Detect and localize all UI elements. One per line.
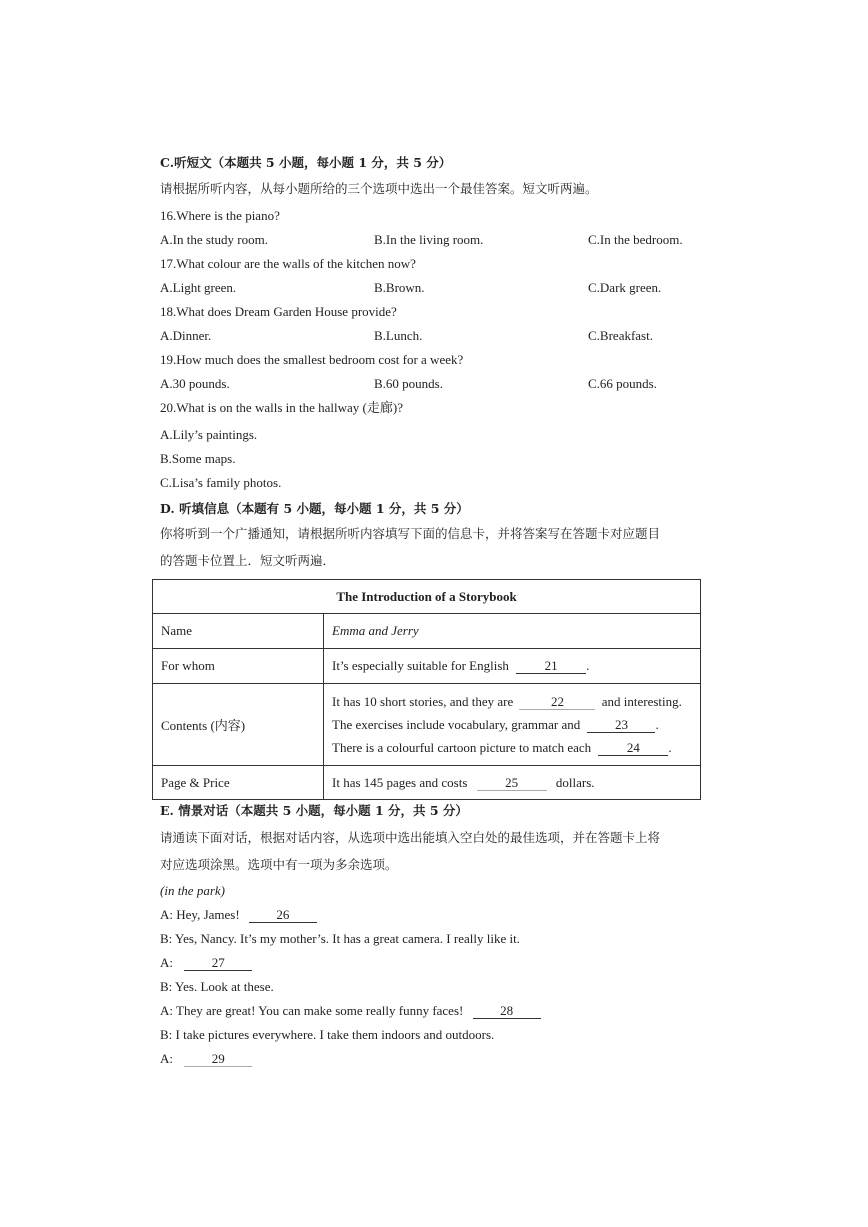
- price-text: It has 145 pages and costs: [332, 774, 468, 790]
- section-c-instruction: 请根据所听内容，从每小题所给的三个选项中选出一个最佳答案。短文听两遍。: [160, 181, 598, 196]
- dialogue-7-text: A:: [160, 1051, 173, 1066]
- blank-23: 23: [587, 717, 655, 733]
- contents-line-2: [332, 713, 692, 736]
- whom-text: It’s especially suitable for English: [332, 658, 509, 673]
- contents-3-end: .: [668, 740, 672, 755]
- question-19: 19.How much does the smallest bedroom cost for a week?: [160, 352, 464, 367]
- whom-end: .: [586, 658, 590, 673]
- dialogue-setting: (in the park): [160, 883, 225, 898]
- whom-cell: [324, 649, 701, 684]
- contents-2-end: .: [655, 717, 659, 732]
- price-cell: [324, 766, 701, 800]
- contents-1-text: It has 10 short stories, and they are: [332, 694, 514, 709]
- section-d-instruction-2: 的答题卡位置上．短文听两遍．: [160, 553, 336, 568]
- option-16-c: C.In the bedroom.: [588, 232, 683, 247]
- option-19-b: B.60 pounds.: [374, 376, 443, 391]
- question-16: 16.Where is the piano?: [160, 208, 280, 223]
- whom-label: For whom: [153, 649, 324, 684]
- dialogue-line-7: [160, 1050, 252, 1068]
- option-17-a: A.Light green.: [160, 280, 237, 295]
- option-18-a: A.Dinner.: [160, 328, 212, 343]
- dialogue-line-2: B: Yes, Nancy. It’s my mother’s. It has a great camera. I really like it.: [160, 931, 520, 946]
- question-20: 20.What is on the walls in the hallway (走廊)?: [160, 400, 403, 415]
- section-d-instruction-1: 你将听到一个广播通知，请根据所听内容填写下面的信息卡，并将答案写在答题卡对应题目: [160, 526, 661, 541]
- blank-29: 29: [184, 1051, 252, 1067]
- contents-1-end: and interesting.: [601, 694, 682, 709]
- question-18: 18.What does Dream Garden House provide?: [160, 304, 397, 319]
- option-20-c: C.Lisa’s family photos.: [160, 475, 282, 490]
- blank-24: 24: [598, 740, 668, 756]
- option-19-a: A.30 pounds.: [160, 376, 230, 391]
- section-e-heading: E. 情景对话（本题共 5 小题，每小题 1 分，共 5 分）: [160, 803, 468, 818]
- option-18-c: C.Breakfast.: [588, 328, 653, 343]
- contents-cell: [324, 684, 701, 766]
- dialogue-line-1: [160, 906, 317, 924]
- dialogue-5-text: A: They are great! You can make some really funny faces!: [160, 1003, 464, 1018]
- dialogue-line-6: B: I take pictures everywhere. I take them indoors and outdoors.: [160, 1027, 495, 1042]
- blank-26: 26: [249, 907, 317, 923]
- option-16-a: A.In the study room.: [160, 232, 268, 247]
- section-e-instruction-2: 对应选项涂黑。选项中有一项为多余选项。: [160, 857, 398, 872]
- section-d-heading: D. 听填信息（本题有 5 小题，每小题 1 分，共 5 分）: [160, 501, 469, 516]
- contents-label: Contents (内容): [153, 684, 324, 766]
- question-17: 17.What colour are the walls of the kitchen now?: [160, 256, 416, 271]
- dialogue-1-text: A: Hey, James!: [160, 907, 240, 922]
- option-20-a: A.Lily’s paintings.: [160, 427, 258, 442]
- contents-line-1: [332, 690, 692, 713]
- price-end: dollars.: [555, 774, 595, 790]
- blank-21: 21: [516, 658, 586, 674]
- option-16-b: B.In the living room.: [374, 232, 484, 247]
- dialogue-3-text: A:: [160, 955, 173, 970]
- option-17-c: C.Dark green.: [588, 280, 662, 295]
- dialogue-line-4: B: Yes. Look at these.: [160, 979, 274, 994]
- dialogue-line-3: [160, 954, 252, 972]
- blank-22: 22: [519, 694, 595, 710]
- option-20-b: B.Some maps.: [160, 451, 236, 466]
- option-19-c: C.66 pounds.: [588, 376, 657, 391]
- blank-25: 25: [477, 775, 547, 791]
- blank-28: 28: [473, 1003, 541, 1019]
- contents-3-text: There is a colourful cartoon picture to match each: [332, 740, 592, 755]
- contents-2-text: The exercises include vocabulary, grammar and: [332, 717, 581, 732]
- price-label: Page & Price: [153, 766, 324, 800]
- dialogue-line-5: [160, 1002, 541, 1020]
- contents-line-3: [332, 736, 692, 759]
- blank-27: 27: [184, 955, 252, 971]
- table-title: The Introduction of a Storybook: [153, 580, 701, 614]
- storybook-info-table: [152, 579, 701, 800]
- name-value: Emma and Jerry: [324, 614, 701, 649]
- name-label: Name: [153, 614, 324, 649]
- option-18-b: B.Lunch.: [374, 328, 423, 343]
- option-17-b: B.Brown.: [374, 280, 425, 295]
- section-e-instruction-1: 请通读下面对话，根据对话内容，从选项中选出能填入空白处的最佳选项，并在答题卡上将: [160, 830, 661, 845]
- section-c-heading: C.听短文（本题共 5 小题，每小题 1 分，共 5 分）: [160, 155, 452, 170]
